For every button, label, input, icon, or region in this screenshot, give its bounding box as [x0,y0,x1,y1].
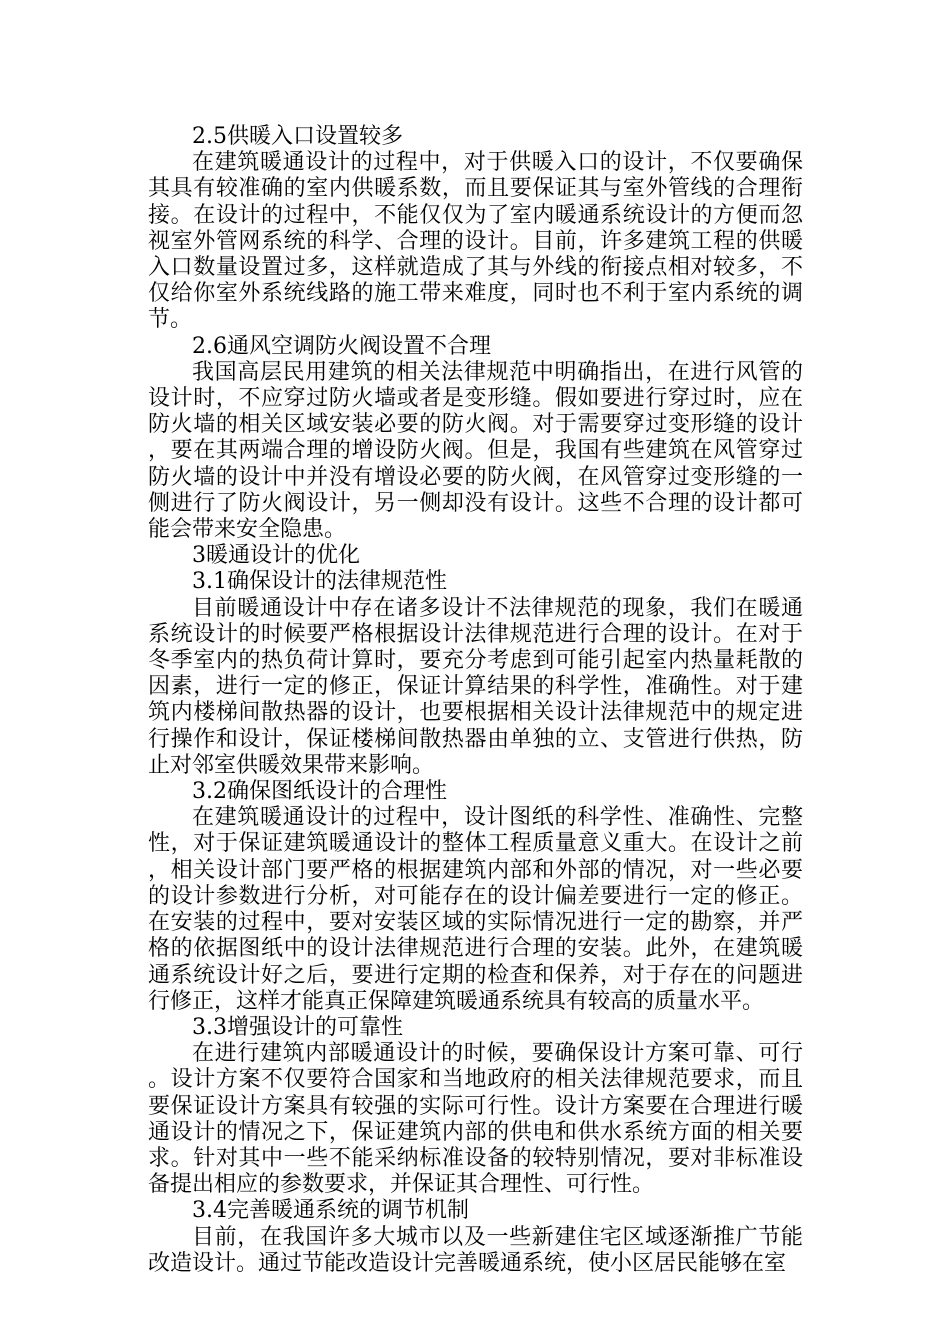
section-heading-3-4: 3.4完善暖通系统的调节机制 [192,1198,469,1224]
paragraph-heating-inlets: 在建筑暖通设计的过程中，对于供暖入口的设计，不仅要确保其具有较准确的室内供暖系数，而且要保证其与室外管线的合理衔接。在设计的过程中，不能仅仅为了室内暖通系统设计的方便而忽视室外管网系统的科学、合理的设计。目前，许多建筑工程的供暖入口数量设置过多，这样就造成了其与外线的衔接点相对较多，不仅给你室外系统线路的施工带来难度，同时也不利于室内系统的调节。 [148,150,803,333]
section-heading-3: 3暖通设计的优化 [192,543,360,569]
section-heading-2-5: 2.5供暖入口设置较多 [192,124,403,149]
paragraph-drawing-design: 在建筑暖通设计的过程中，设计图纸的科学性、准确性、完整性，对于保证建筑暖通设计的整体工程质量意义重大。在设计之前，相关设计部门要严格的根据建筑内部和外部的情况，对一些必要的设计参数进行分析，对可能存在的设计偏差要进行一定的修正。在安装的过程中，要对安装区域的实际情况进行一定的勘察，并严格的依据图纸中的设计法律规范进行合理的安装。此外，在建筑暖通系统设计好之后，要进行定期的检查和保养，对于存在的问题进行修正，这样才能真正保障建筑暖通系统具有较高的质量水平。 [148,805,803,1014]
section-heading-3-1: 3.1确保设计的法律规范性 [192,569,447,595]
paragraph-design-reliability: 在进行建筑内部暖通设计的时候，要确保设计方案可靠、可行。设计方案不仅要符合国家和当地政府的相关法律规范要求，而且要保证设计方案具有较强的实际可行性。设计方案要在合理进行暖通设计的情况之下，保证建筑内部的供电和供水系统方面的相关要求。针对其中一些不能采纳标准设备的较特别情况，要对非标准设备提出相应的参数要求，并保证其合理性、可行性。 [148,1041,803,1198]
paragraph-legal-compliance: 目前暖通设计中存在诸多设计不法律规范的现象，我们在暖通系统设计的时候要严格根据设计法律规范进行合理的设计。在对于冬季室内的热负荷计算时，要充分考虑到可能引起室内热量耗散的因素，进行一定的修正，保证计算结果的科学性，准确性。对于建筑内楼梯间散热器的设计，也要根据相关设计法律规范中的规定进行操作和设计，保证楼梯间散热器由单独的立、支管进行供热，防止对邻室供暖效果带来影响。 [148,595,803,778]
paragraph-regulation-mechanism: 目前，在我国许多大城市以及一些新建住宅区域逐渐推广节能改造设计。通过节能改造设计完善暖通系统，使小区居民能够在室 [148,1224,803,1276]
section-heading-2-6: 2.6通风空调防火阀设置不合理 [192,333,491,359]
paragraph-fire-dampers: 我国高层民用建筑的相关法律规范中明确指出，在进行风管的设计时，不应穿过防火墙或者是变形缝。假如要进行穿过时，应在防火墙的相关区域安装必要的防火阀。对于需要穿过变形缝的设计，要在其两端合理的增设防火阀。但是，我国有些建筑在风管穿过防火墙的设计中并没有增设必要的防火阀，在风管穿过变形缝的一侧进行了防火阀设计，另一侧却没有设计。这些不合理的设计都可能会带来安全隐患。 [148,359,803,543]
section-heading-3-2: 3.2确保图纸设计的合理性 [192,779,447,805]
section-heading-3-3: 3.3增强设计的可靠性 [192,1014,403,1040]
document-body [148,124,803,1277]
